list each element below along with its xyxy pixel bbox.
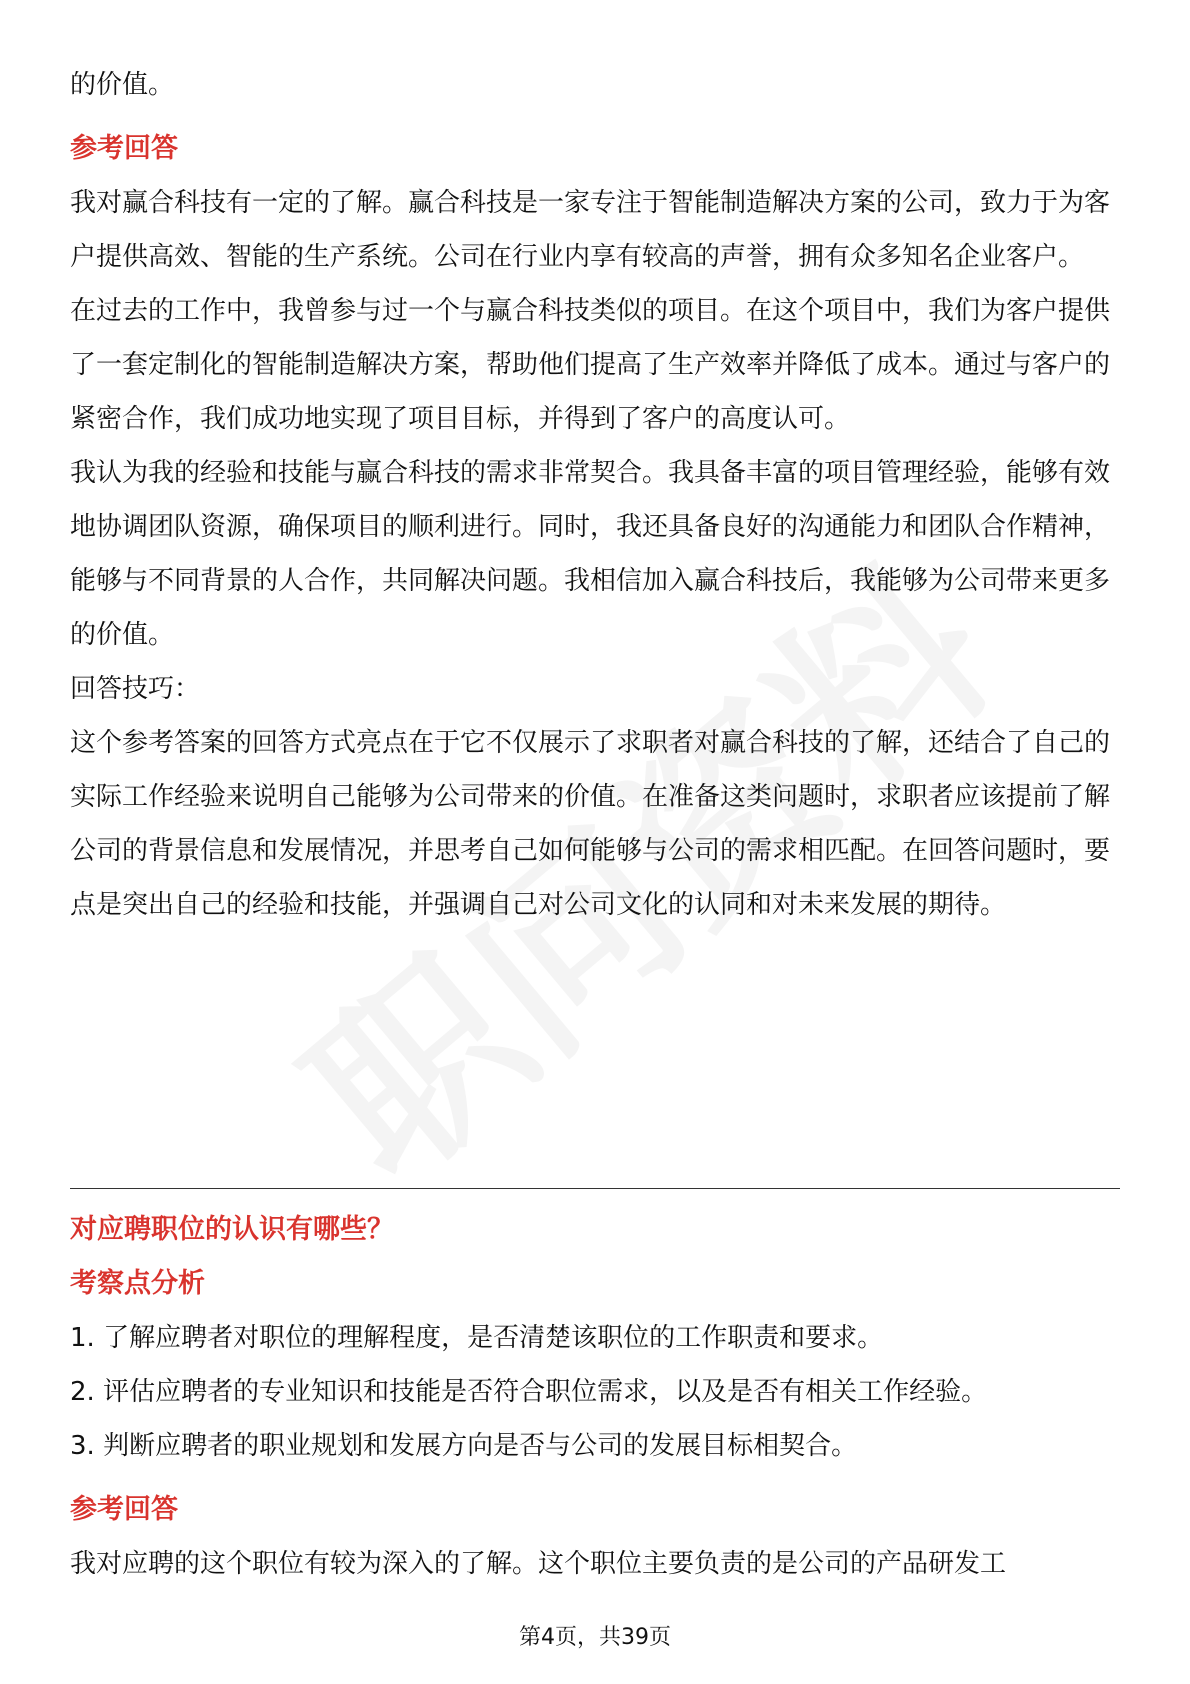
analysis-item: 2. 评估应聘者的专业知识和技能是否符合职位需求，以及是否有相关工作经验。 xyxy=(70,1377,988,1407)
answer-paragraph: 我对赢合科技有一定的了解。赢合科技是一家专注于智能制造解决方案的公司，致力于为客户提供高效、智能的生产系统。公司在行业内享有较高的声誉，拥有众多知名企业客户。 xyxy=(70,188,1111,272)
answer-start: 我对应聘的这个职位有较为深入的了解。这个职位主要负责的是公司的产品研发工 xyxy=(70,1549,1007,1579)
reference-answer-heading: 参考回答 xyxy=(70,1494,178,1525)
answer-paragraph: 我认为我的经验和技能与赢合科技的需求非常契合。我具备丰富的项目管理经验，能够有效地协调团队资源，确保项目的顺利进行。同时，我还具备良好的沟通能力和团队合作精神，能够与不同背景的人合作，共同解决问题。我相信加入赢合科技后，我能够为公司带来更多的价值。 xyxy=(70,458,1111,650)
answer-paragraph: 在过去的工作中，我曾参与过一个与赢合科技类似的项目。在这个项目中，我们为客户提供了一套定制化的智能制造解决方案，帮助他们提高了生产效率并降低了成本。通过与客户的紧密合作，我们成功地实现了项目目标，并得到了客户的高度认可。 xyxy=(70,296,1111,434)
tips-text: 这个参考答案的回答方式亮点在于它不仅展示了求职者对赢合科技的了解，还结合了自己的实际工作经验来说明自己能够为公司带来的价值。在准备这类问题时，求职者应该提前了解公司的背景信息和发展情况，并思考自己如何能够与公司的需求相匹配。在回答问题时，要点是突出自己的经验和技能，并强调自己对公司文化的认同和对未来发展的期待。 xyxy=(70,728,1111,920)
section-divider xyxy=(70,1188,1120,1189)
question-heading: 对应聘职位的认识有哪些？ xyxy=(70,1214,394,1245)
analysis-item: 1. 了解应聘者对职位的理解程度，是否清楚该职位的工作职责和要求。 xyxy=(70,1323,884,1353)
analysis-item: 3. 判断应聘者的职业规划和发展方向是否与公司的发展目标相契合。 xyxy=(70,1431,858,1461)
page-footer: 第4页，共39页 xyxy=(519,1625,671,1650)
section-2 xyxy=(70,1203,1120,1591)
analysis-heading: 考察点分析 xyxy=(70,1268,205,1299)
continuation-text: 的价值。 xyxy=(70,70,175,100)
reference-answer-heading: 参考回答 xyxy=(70,133,178,164)
section-1 xyxy=(70,58,1120,932)
tips-label: 回答技巧： xyxy=(70,674,201,704)
